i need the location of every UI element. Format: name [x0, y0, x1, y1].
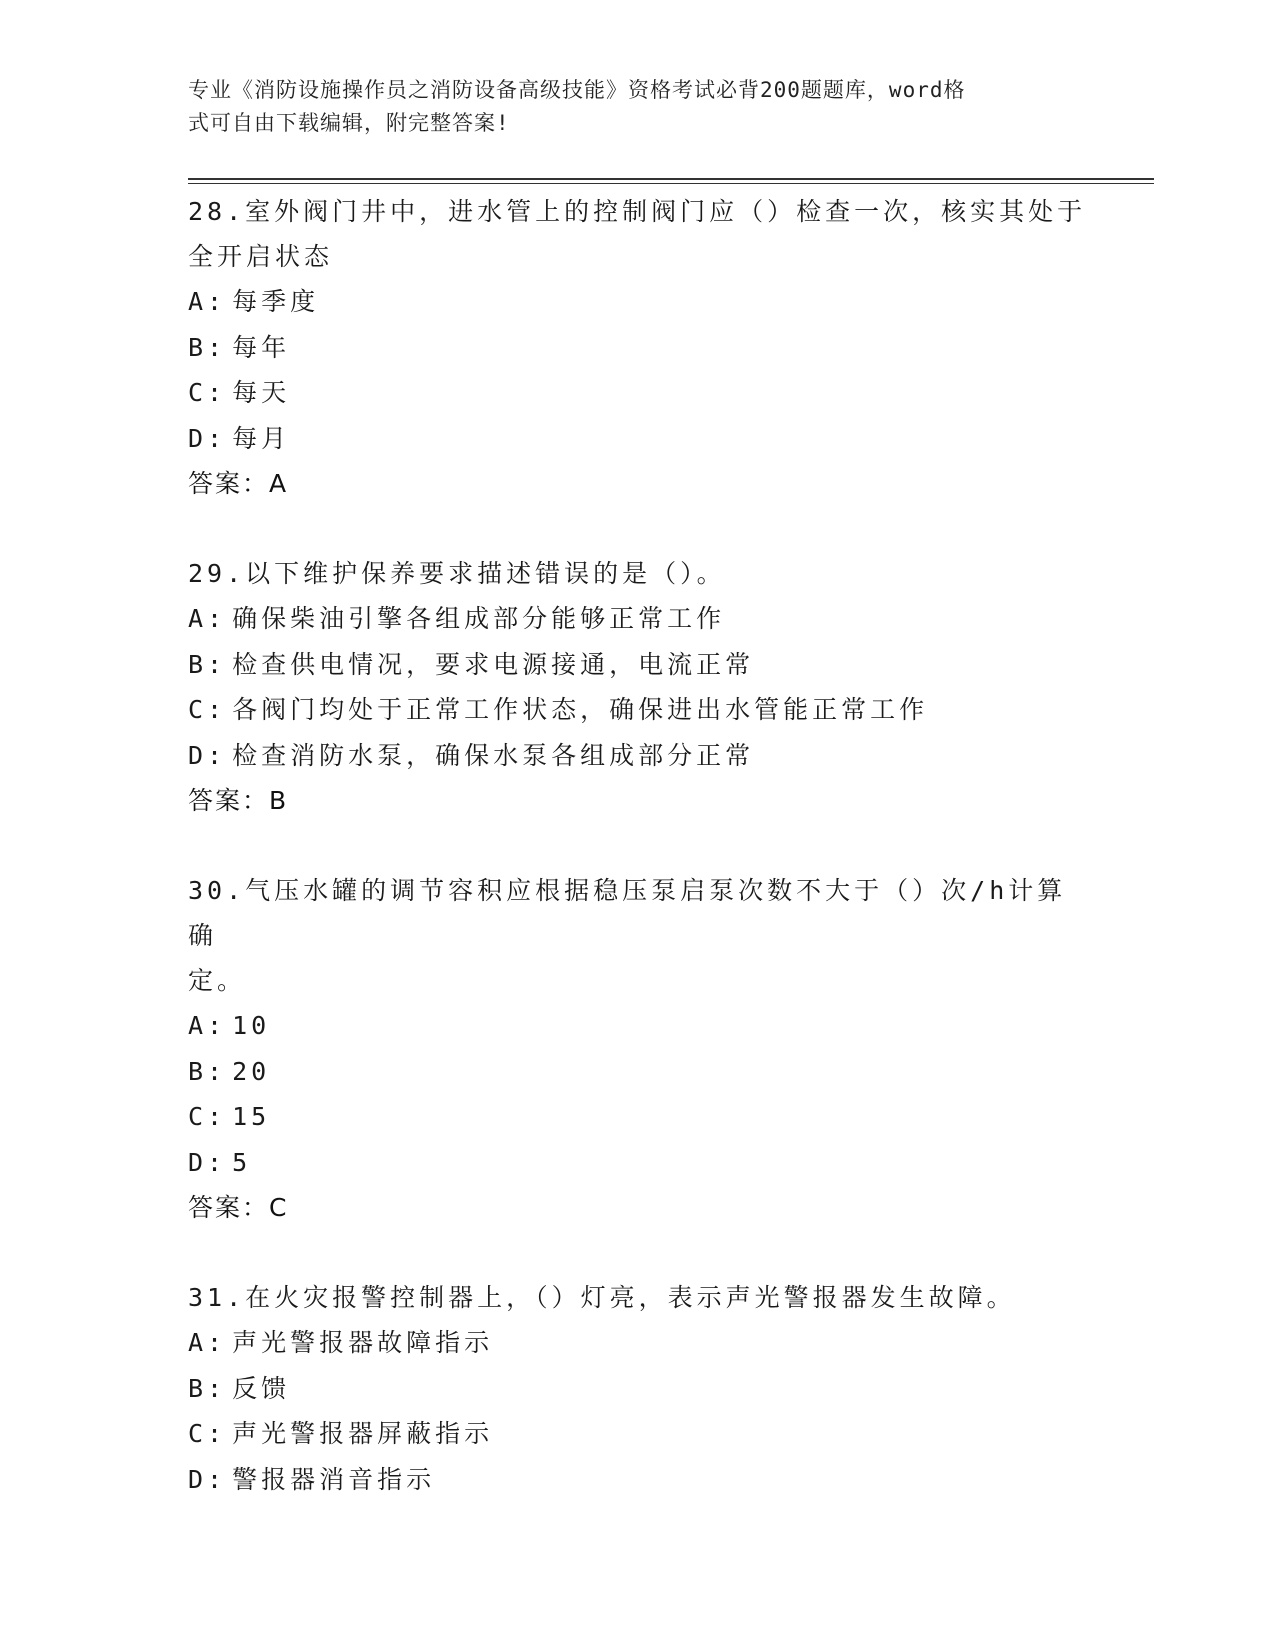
- header-line-2: 式可自由下载编辑，附完整答案!: [188, 111, 510, 135]
- option-d: [188, 733, 1088, 779]
- option-text: 10: [232, 1011, 271, 1040]
- option-text: 每月: [232, 423, 291, 453]
- header-line-1: 专业《消防设施操作员之消防设备高级技能》资格考试必背200题题库，word格: [188, 78, 966, 102]
- option-letter: C:: [188, 1419, 227, 1448]
- option-letter: D:: [188, 1147, 227, 1177]
- option-b: [188, 1366, 1088, 1412]
- option-c: [188, 1411, 1088, 1457]
- option-text: 警报器消音指示: [232, 1464, 436, 1494]
- stem-line: 全开启状态: [188, 242, 334, 271]
- option-text: 每季度: [232, 287, 320, 316]
- option-b: [188, 325, 1088, 371]
- option-text: 各阀门均处于正常工作状态，确保进出水管能正常工作: [232, 695, 929, 724]
- option-text: 声光警报器故障指示: [232, 1328, 494, 1357]
- option-letter: B:: [188, 1373, 227, 1403]
- option-text: 每天: [232, 378, 291, 407]
- header-divider-thin: [188, 183, 1154, 184]
- option-c: [188, 1094, 1088, 1140]
- option-letter: C:: [188, 1102, 227, 1131]
- option-d: [188, 1140, 1088, 1186]
- option-d: [188, 1457, 1088, 1503]
- question-stem: [188, 1275, 1088, 1320]
- option-text: 声光警报器屏蔽指示: [232, 1419, 494, 1448]
- option-letter: B:: [188, 332, 227, 362]
- question-28: [188, 189, 1088, 506]
- stem-line: 31.在火灾报警控制器上，（）灯亮，表示声光警报器发生故障。: [188, 1283, 1016, 1312]
- option-text: 5: [232, 1147, 252, 1177]
- option-text: 确保柴油引擎各组成部分能够正常工作: [232, 604, 726, 633]
- option-letter: A:: [188, 604, 227, 633]
- option-c: [188, 687, 1088, 733]
- option-letter: D:: [188, 423, 227, 453]
- option-c: [188, 370, 1088, 416]
- stem-line: 29.以下维护保养要求描述错误的是（）。: [188, 559, 726, 588]
- option-text: 20: [232, 1056, 271, 1086]
- question-stem: [188, 189, 1088, 279]
- question-30: [188, 868, 1088, 1230]
- option-letter: A:: [188, 287, 227, 316]
- option-letter: B:: [188, 649, 227, 679]
- option-b: [188, 642, 1088, 688]
- answer-label: 答案：C: [188, 1193, 289, 1222]
- question-31: [188, 1275, 1088, 1502]
- question-stem: [188, 868, 1088, 1003]
- option-b: [188, 1049, 1088, 1095]
- stem-line: 28.室外阀门井中，进水管上的控制阀门应（）检查一次，核实其处于: [188, 197, 1087, 226]
- question-list: [188, 189, 1088, 1547]
- option-letter: D:: [188, 1464, 227, 1494]
- question-stem: [188, 551, 1088, 596]
- stem-line: 30.气压水罐的调节容积应根据稳压泵启泵次数不大于（）次/h计算确: [188, 876, 1067, 950]
- answer-label: 答案：A: [188, 469, 289, 498]
- option-text: 检查供电情况，要求电源接通，电流正常: [232, 649, 755, 679]
- option-a: [188, 1003, 1088, 1049]
- header-divider-thick: [188, 178, 1154, 180]
- option-text: 每年: [232, 332, 291, 362]
- option-text: 15: [232, 1102, 271, 1131]
- option-letter: C:: [188, 378, 227, 407]
- option-text: 反馈: [232, 1373, 291, 1403]
- question-29: [188, 551, 1088, 823]
- option-text: 检查消防水泵，确保水泵各组成部分正常: [232, 740, 755, 770]
- option-d: [188, 416, 1088, 462]
- option-letter: B:: [188, 1056, 227, 1086]
- option-a: [188, 1320, 1088, 1366]
- option-a: [188, 596, 1088, 642]
- option-letter: A:: [188, 1328, 227, 1357]
- option-letter: A:: [188, 1011, 227, 1040]
- option-letter: D:: [188, 740, 227, 770]
- option-letter: C:: [188, 695, 227, 724]
- document-header: [188, 74, 1068, 140]
- option-a: [188, 279, 1088, 325]
- answer-label: 答案：B: [188, 786, 289, 815]
- stem-line: 定。: [188, 966, 247, 995]
